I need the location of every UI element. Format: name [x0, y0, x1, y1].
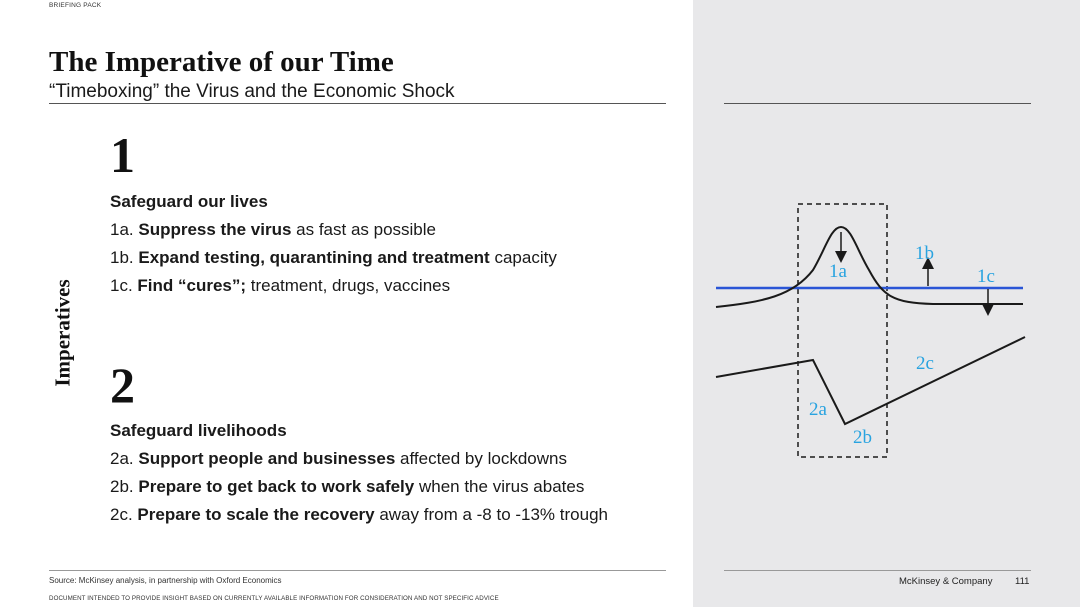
timeboxing-diagram	[693, 0, 1080, 607]
label-1b: 1b	[915, 243, 934, 264]
imperative-item-2c: 2c. Prepare to scale the recovery away from a -8 to -13% trough	[110, 505, 608, 524]
title-divider	[49, 103, 666, 104]
brand-name: McKinsey & Company	[899, 576, 993, 587]
label-1a: 1a	[829, 261, 847, 282]
imperative-item-2a: 2a. Support people and businesses affected by lockdowns	[110, 449, 567, 468]
page-title: The Imperative of our Time	[49, 46, 394, 78]
header-tag: BRIEFING PACK	[49, 2, 102, 9]
label-2b: 2b	[853, 427, 872, 448]
imperative-item-2b: 2b. Prepare to get back to work safely when the virus abates	[110, 477, 585, 496]
label-1c: 1c	[977, 266, 995, 287]
disclaimer: DOCUMENT INTENDED TO PROVIDE INSIGHT BASED ON CURRENTLY AVAILABLE INFORMATION FOR CONSIDERATION AND NOT SPECIFIC ADVICE	[49, 595, 499, 602]
imperative-heading-2: Safeguard livelihoods	[110, 421, 287, 440]
side-label: Imperatives	[50, 279, 75, 387]
page-number: 111	[1015, 576, 1030, 587]
imperative-number-2: 2	[110, 357, 135, 413]
imperative-number-1: 1	[110, 127, 135, 183]
source-note: Source: McKinsey analysis, in partnership with Oxford Economics	[49, 576, 282, 585]
label-2a: 2a	[809, 399, 827, 420]
footer-divider-right	[724, 570, 1031, 571]
label-2c: 2c	[916, 353, 934, 374]
footer-divider-left	[49, 570, 666, 571]
imperative-item-1c: 1c. Find “cures”; treatment, drugs, vaccines	[110, 276, 451, 295]
imperative-item-1a: 1a. Suppress the virus as fast as possible	[110, 220, 436, 239]
economy-curve	[716, 337, 1025, 424]
imperative-heading-1: Safeguard our lives	[110, 192, 268, 211]
page-subtitle: “Timeboxing” the Virus and the Economic Shock	[49, 81, 455, 102]
imperative-item-1b: 1b. Expand testing, quarantining and treatment capacity	[110, 248, 557, 267]
